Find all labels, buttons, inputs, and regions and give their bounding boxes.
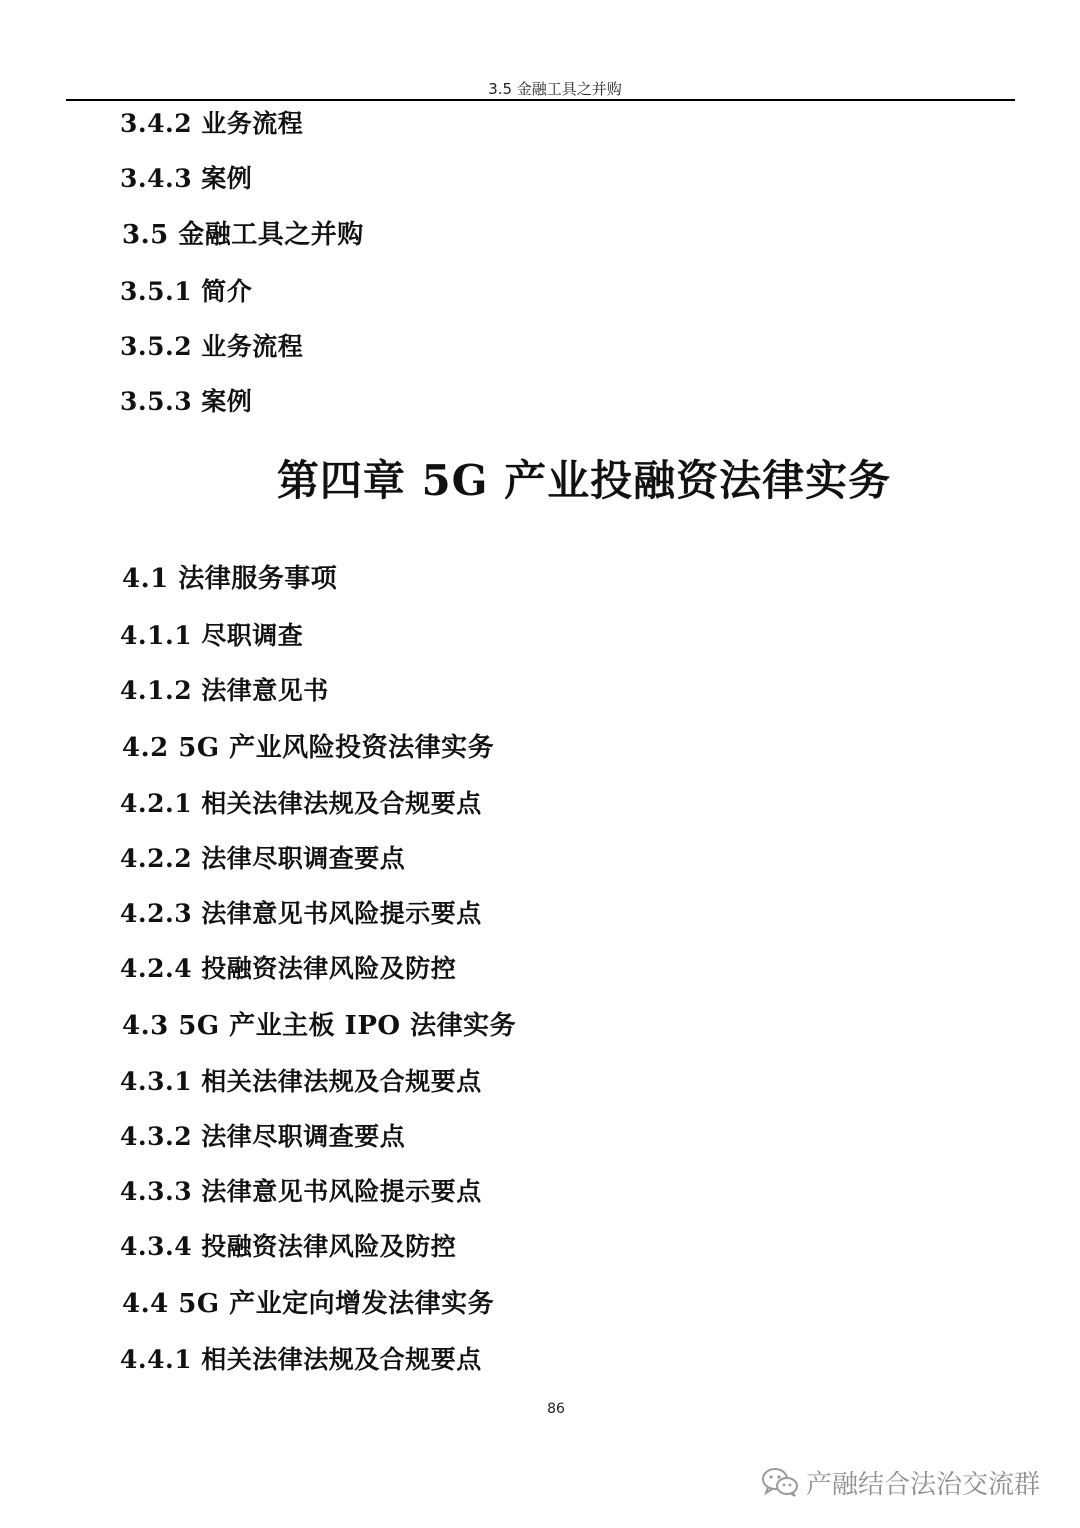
toc-entry-4-3-4: 4.3.4 投融资法律风险及防控 bbox=[120, 1232, 457, 1261]
toc-entry-3-4-2: 3.4.2 业务流程 bbox=[120, 109, 304, 138]
toc-entry-4-1-2: 4.1.2 法律意见书 bbox=[120, 676, 329, 705]
toc-entry-3-5-1: 3.5.1 简介 bbox=[120, 277, 253, 306]
header-rule bbox=[66, 99, 1015, 101]
toc-entry-4-1: 4.1 法律服务事项 bbox=[122, 564, 338, 594]
toc-entry-3-5-3: 3.5.3 案例 bbox=[120, 387, 253, 416]
page-number: 86 bbox=[547, 1401, 565, 1417]
wechat-icon bbox=[760, 1466, 800, 1498]
toc-entry-4-3-2: 4.3.2 法律尽职调查要点 bbox=[120, 1122, 406, 1151]
toc-entry-4-3: 4.3 5G 产业主板 IPO 法律实务 bbox=[122, 1011, 517, 1041]
toc-entry-4-4-1: 4.4.1 相关法律法规及合规要点 bbox=[120, 1345, 482, 1374]
toc-entry-4-3-1: 4.3.1 相关法律法规及合规要点 bbox=[120, 1067, 482, 1096]
toc-entry-3-5: 3.5 金融工具之并购 bbox=[122, 220, 364, 250]
toc-entry-3-5-2: 3.5.2 业务流程 bbox=[120, 332, 304, 361]
toc-entry-4-3-3: 4.3.3 法律意见书风险提示要点 bbox=[120, 1177, 482, 1206]
chapter-title: 第四章 5G 产业投融资法律实务 bbox=[276, 456, 892, 505]
toc-entry-4-4: 4.4 5G 产业定向增发法律实务 bbox=[122, 1289, 495, 1319]
toc-entry-4-1-1: 4.1.1 尽职调查 bbox=[120, 621, 304, 650]
toc-entry-4-2-4: 4.2.4 投融资法律风险及防控 bbox=[120, 954, 457, 983]
toc-entry-4-2-1: 4.2.1 相关法律法规及合规要点 bbox=[120, 789, 482, 818]
toc-entry-4-2: 4.2 5G 产业风险投资法律实务 bbox=[122, 733, 495, 763]
toc-entry-3-4-3: 3.4.3 案例 bbox=[120, 164, 253, 193]
watermark-text: 产融结合法治交流群 bbox=[806, 1469, 1041, 1500]
watermark bbox=[760, 1462, 1040, 1502]
toc-entry-4-2-2: 4.2.2 法律尽职调查要点 bbox=[120, 844, 406, 873]
toc-entry-4-2-3: 4.2.3 法律意见书风险提示要点 bbox=[120, 899, 482, 928]
running-header: 3.5 金融工具之并购 bbox=[488, 80, 622, 98]
